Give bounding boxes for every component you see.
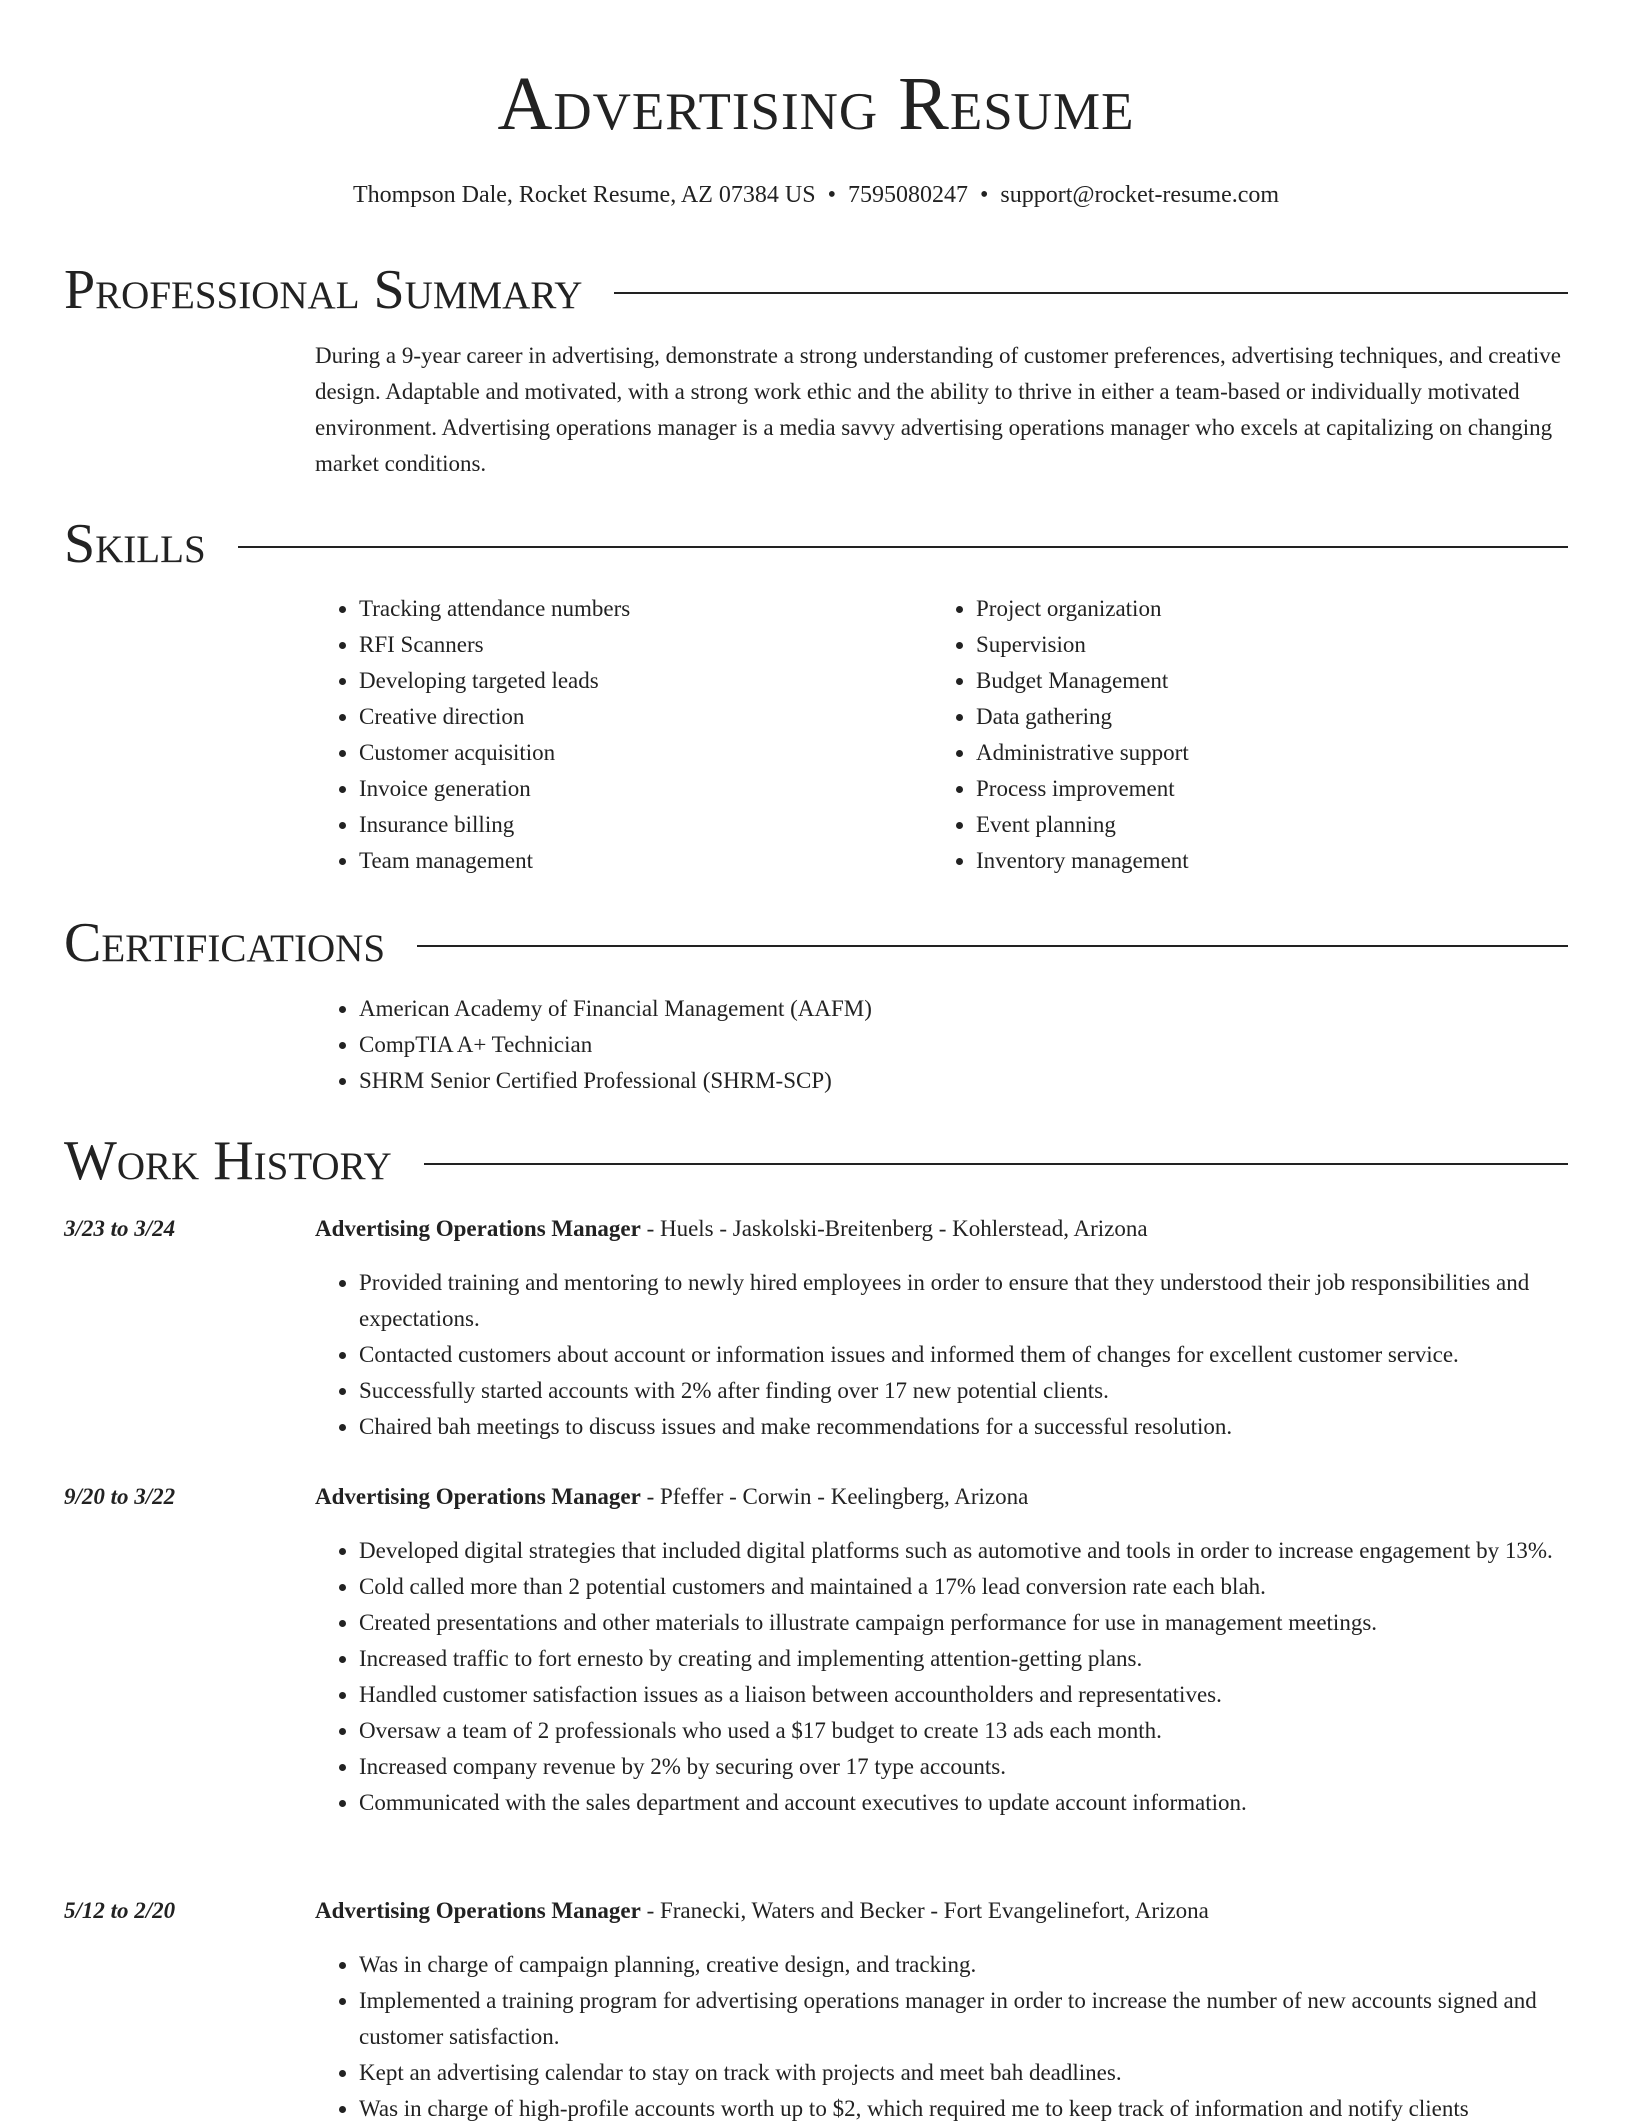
job-bullet: • Created presentations and other materials to illustrate campaign performance for use in management meetings. — [359, 1605, 1568, 1641]
skills-heading: Skills — [64, 513, 206, 575]
skill-item: • Data gathering — [976, 699, 1549, 735]
job-company: - Pfeffer - Corwin - Keelingberg, Arizona — [640, 1484, 1029, 1509]
job-dates: 3/23 to 3/24 — [64, 1216, 176, 1241]
certifications-list — [315, 991, 1568, 1099]
skill-item: • Supervision — [976, 627, 1549, 663]
certifications-section-header — [64, 912, 1568, 974]
skill-item: • Insurance billing — [359, 807, 932, 843]
job-bullet: • Was in charge of high-profile accounts worth up to $2, which required me to keep track of information and notify clients — [359, 2091, 1568, 2127]
summary-text: During a 9-year career in advertising, demonstrate a strong understanding of customer preferences, advertising techniques, and creative design. Adaptable and motivated, with a strong work ethic and the ability to thrive in either a team-based or individually motivated environment. Advertising operations manager is a media savvy advertising operations manager who excels at capitalizing on changing market conditions. — [315, 343, 1561, 476]
job-bullet: • Increased company revenue by 2% by securing over 17 type accounts. — [359, 1749, 1568, 1785]
contact-phone: 7595080247 — [847, 182, 968, 208]
skills-section-header — [64, 513, 1568, 575]
skills-column-right — [932, 591, 1549, 879]
job-dates: 9/20 to 3/22 — [64, 1484, 176, 1509]
skills-list — [315, 591, 1568, 879]
job-heading — [315, 1893, 1568, 1929]
job-entry — [64, 1479, 1568, 1821]
job-dates: 5/12 to 2/20 — [64, 1898, 176, 1923]
job-bullet: • Communicated with the sales department and account executives to update account information. — [359, 1785, 1568, 1821]
job-bullet: • Was in charge of campaign planning, creative design, and tracking. — [359, 1947, 1568, 1983]
section-divider — [614, 292, 1568, 294]
job-bullet: • Developed digital strategies that included digital platforms such as automotive and tools in order to increase engagement by 13%. — [359, 1533, 1568, 1569]
job-entry — [64, 1211, 1568, 1445]
certifications-heading: Certifications — [64, 912, 386, 974]
certification-item: • CompTIA A+ Technician — [359, 1027, 872, 1063]
contact-separator: • — [827, 182, 836, 208]
job-bullet: • Successfully started accounts with 2% after finding over 17 new potential clients. — [359, 1373, 1568, 1409]
skill-item: • Invoice generation — [359, 771, 932, 807]
job-bullets — [315, 1533, 1568, 1821]
skills-column-left — [315, 591, 932, 879]
contact-separator: • — [979, 182, 989, 208]
job-bullets — [315, 1947, 1568, 2127]
skill-item: • Event planning — [976, 807, 1549, 843]
job-heading — [315, 1479, 1568, 1515]
skill-item: • Developing targeted leads — [359, 663, 932, 699]
summary-heading: Professional Summary — [64, 259, 583, 321]
contact-address: Thompson Dale, Rocket Resume, AZ 07384 US — [352, 182, 816, 208]
skill-item: • Team management — [359, 843, 932, 879]
section-divider — [417, 945, 1568, 947]
contact-email: support@rocket-resume.com — [1000, 182, 1280, 208]
work-history-section-header — [64, 1130, 1568, 1192]
job-title: Advertising Operations Manager — [315, 1216, 641, 1241]
contact-line — [0, 183, 1632, 207]
job-bullets — [315, 1265, 1568, 1445]
certification-item: • SHRM Senior Certified Professional (SHRM-SCP) — [359, 1063, 872, 1099]
job-entry — [64, 1893, 1568, 2127]
skill-item: • Process improvement — [976, 771, 1549, 807]
skill-item: • Creative direction — [359, 699, 932, 735]
job-bullet: • Kept an advertising calendar to stay on track with projects and meet bah deadlines. — [359, 2055, 1568, 2091]
work-history-heading: Work History — [64, 1130, 392, 1192]
skill-item: • Administrative support — [976, 735, 1549, 771]
skill-item: • Budget Management — [976, 663, 1549, 699]
job-bullet: • Handled customer satisfaction issues as a liaison between accountholders and representatives. — [359, 1677, 1568, 1713]
skill-item: • Project organization — [976, 591, 1549, 627]
job-company: - Huels - Jaskolski-Breitenberg - Kohlerstead, Arizona — [640, 1216, 1148, 1241]
job-company: - Franecki, Waters and Becker - Fort Evangelinefort, Arizona — [640, 1898, 1209, 1923]
skill-item: • Inventory management — [976, 843, 1549, 879]
summary-section-header — [64, 259, 1568, 321]
resume-title: Advertising Resume — [497, 62, 1135, 146]
certification-item: • American Academy of Financial Management (AAFM) — [359, 991, 872, 1027]
skill-item: • Customer acquisition — [359, 735, 932, 771]
section-divider — [238, 546, 1568, 548]
job-bullet: • Chaired bah meetings to discuss issues and make recommendations for a successful resolution. — [359, 1409, 1568, 1445]
skill-item: • Tracking attendance numbers — [359, 591, 932, 627]
job-bullet: • Implemented a training program for advertising operations manager in order to increase the number of new accounts signed and customer satisfaction. — [359, 1983, 1568, 2055]
job-title: Advertising Operations Manager — [315, 1484, 641, 1509]
job-heading — [315, 1211, 1568, 1247]
job-bullet: • Oversaw a team of 2 professionals who used a $17 budget to create 13 ads each month. — [359, 1713, 1568, 1749]
job-title: Advertising Operations Manager — [315, 1898, 641, 1923]
job-bullet: • Provided training and mentoring to newly hired employees in order to ensure that they understood their job responsibilities and expectations. — [359, 1265, 1568, 1337]
section-divider — [424, 1163, 1568, 1165]
job-bullet: • Contacted customers about account or information issues and informed them of changes for excellent customer service. — [359, 1337, 1568, 1373]
skill-item: • RFI Scanners — [359, 627, 932, 663]
job-bullet: • Cold called more than 2 potential customers and maintained a 17% lead conversion rate each blah. — [359, 1569, 1568, 1605]
job-bullet: • Increased traffic to fort ernesto by creating and implementing attention-getting plans. — [359, 1641, 1568, 1677]
